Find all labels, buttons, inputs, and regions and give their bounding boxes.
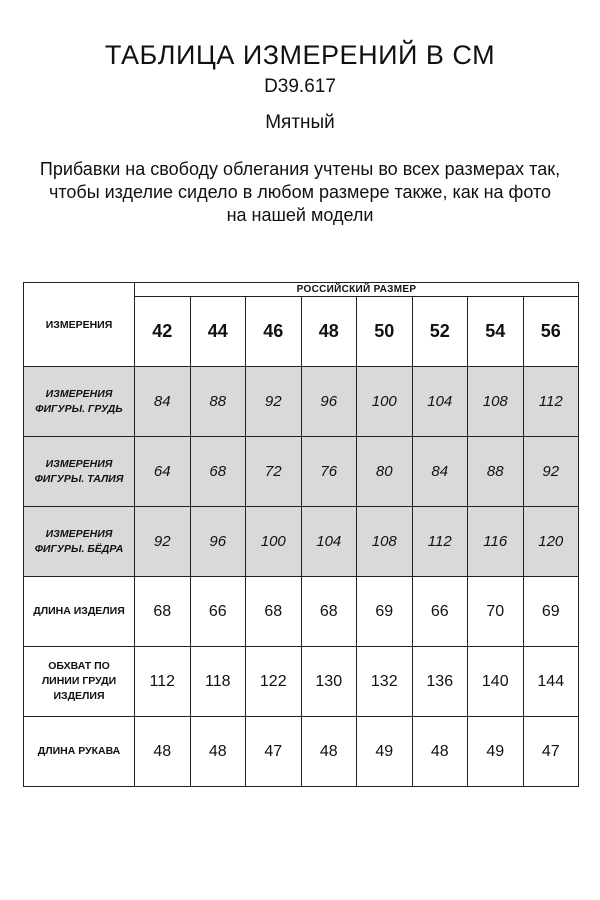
table-cell: 108 — [357, 507, 413, 577]
table-cell: 120 — [523, 507, 579, 577]
table-cell: 48 — [190, 717, 246, 787]
row-label — [24, 577, 135, 647]
table-cell: 48 — [301, 717, 357, 787]
size-header-cell: 48 — [301, 297, 357, 367]
row-label — [24, 717, 135, 787]
table-cell: 116 — [468, 507, 524, 577]
product-color: Мятный — [265, 112, 335, 133]
fit-note-line: Прибавки на свободу облегания учтены во всех размерах так, — [39, 159, 561, 179]
table-cell: 84 — [135, 367, 191, 437]
row-label-line: ИЗМЕРЕНИЯ — [45, 457, 113, 470]
table-cell: 47 — [246, 717, 302, 787]
table-cell: 112 — [412, 507, 468, 577]
row-label-line: ИЗМЕРЕНИЯ — [45, 387, 113, 400]
table-cell: 132 — [357, 647, 413, 717]
table-cell: 69 — [357, 577, 413, 647]
table-row — [24, 577, 579, 647]
table-cell: 104 — [412, 367, 468, 437]
table-cell: 68 — [135, 577, 191, 647]
row-label-line: ФИГУРЫ. ТАЛИЯ — [34, 472, 124, 485]
row-label-line: ИЗДЕЛИЯ — [53, 690, 105, 702]
table-cell: 100 — [246, 507, 302, 577]
size-header-cell: 50 — [357, 297, 413, 367]
table-cell: 69 — [523, 577, 579, 647]
row-label-line: ЛИНИИ ГРУДИ — [41, 675, 117, 687]
table-cell: 112 — [135, 647, 191, 717]
table-cell: 66 — [190, 577, 246, 647]
row-label-line: ИЗМЕРЕНИЯ — [45, 527, 113, 540]
table-cell: 136 — [412, 647, 468, 717]
table-cell: 68 — [190, 437, 246, 507]
size-header-cell: 42 — [135, 297, 191, 367]
article-number: D39.617 — [264, 76, 336, 97]
table-cell: 118 — [190, 647, 246, 717]
table-cell: 80 — [357, 437, 413, 507]
size-header-cell: 46 — [246, 297, 302, 367]
fit-note-line: на нашей модели — [226, 205, 374, 225]
table-row — [24, 647, 579, 717]
measurements-header: ИЗМЕРЕНИЯ — [24, 283, 135, 367]
fit-note-line: чтобы изделие сидело в любом размере также, как на фото — [48, 182, 552, 202]
size-header-cell: 56 — [523, 297, 579, 367]
table-row — [24, 717, 579, 787]
table-cell: 104 — [301, 507, 357, 577]
table-cell: 96 — [190, 507, 246, 577]
row-label — [24, 367, 135, 437]
table-cell: 64 — [135, 437, 191, 507]
table-cell: 48 — [135, 717, 191, 787]
size-header-cell: 54 — [468, 297, 524, 367]
table-row — [24, 507, 579, 577]
row-label-line: ФИГУРЫ. БЁДРА — [34, 542, 124, 555]
table-cell: 48 — [412, 717, 468, 787]
row-label-line: ДЛИНА ИЗДЕЛИЯ — [33, 605, 125, 617]
row-label — [24, 437, 135, 507]
size-table — [23, 282, 579, 787]
table-cell: 68 — [301, 577, 357, 647]
table-row — [24, 367, 579, 437]
row-label-line: ДЛИНА РУКАВА — [37, 745, 121, 757]
row-label-line: ОБХВАТ ПО — [48, 660, 110, 672]
table-cell: 100 — [357, 367, 413, 437]
table-cell: 72 — [246, 437, 302, 507]
size-header-cell: 44 — [190, 297, 246, 367]
table-row — [24, 437, 579, 507]
page-title: ТАБЛИЦА ИЗМЕРЕНИЙ В СМ — [104, 40, 496, 70]
fit-note — [20, 158, 580, 227]
table-cell: 47 — [523, 717, 579, 787]
table-cell: 140 — [468, 647, 524, 717]
table-cell: 144 — [523, 647, 579, 717]
table-cell: 70 — [468, 577, 524, 647]
table-cell: 88 — [468, 437, 524, 507]
table-cell: 88 — [190, 367, 246, 437]
table-cell: 130 — [301, 647, 357, 717]
table-cell: 96 — [301, 367, 357, 437]
table-cell: 108 — [468, 367, 524, 437]
russian-size-header: РОССИЙСКИЙ РАЗМЕР — [135, 283, 579, 297]
size-header-cell: 52 — [412, 297, 468, 367]
table-cell: 49 — [468, 717, 524, 787]
table-cell: 76 — [301, 437, 357, 507]
table-cell: 122 — [246, 647, 302, 717]
row-label — [24, 647, 135, 717]
row-label — [24, 507, 135, 577]
table-cell: 66 — [412, 577, 468, 647]
table-cell: 92 — [246, 367, 302, 437]
table-cell: 68 — [246, 577, 302, 647]
table-cell: 92 — [135, 507, 191, 577]
table-cell: 112 — [523, 367, 579, 437]
table-cell: 92 — [523, 437, 579, 507]
row-label-line: ФИГУРЫ. ГРУДЬ — [35, 402, 123, 415]
table-cell: 84 — [412, 437, 468, 507]
table-cell: 49 — [357, 717, 413, 787]
